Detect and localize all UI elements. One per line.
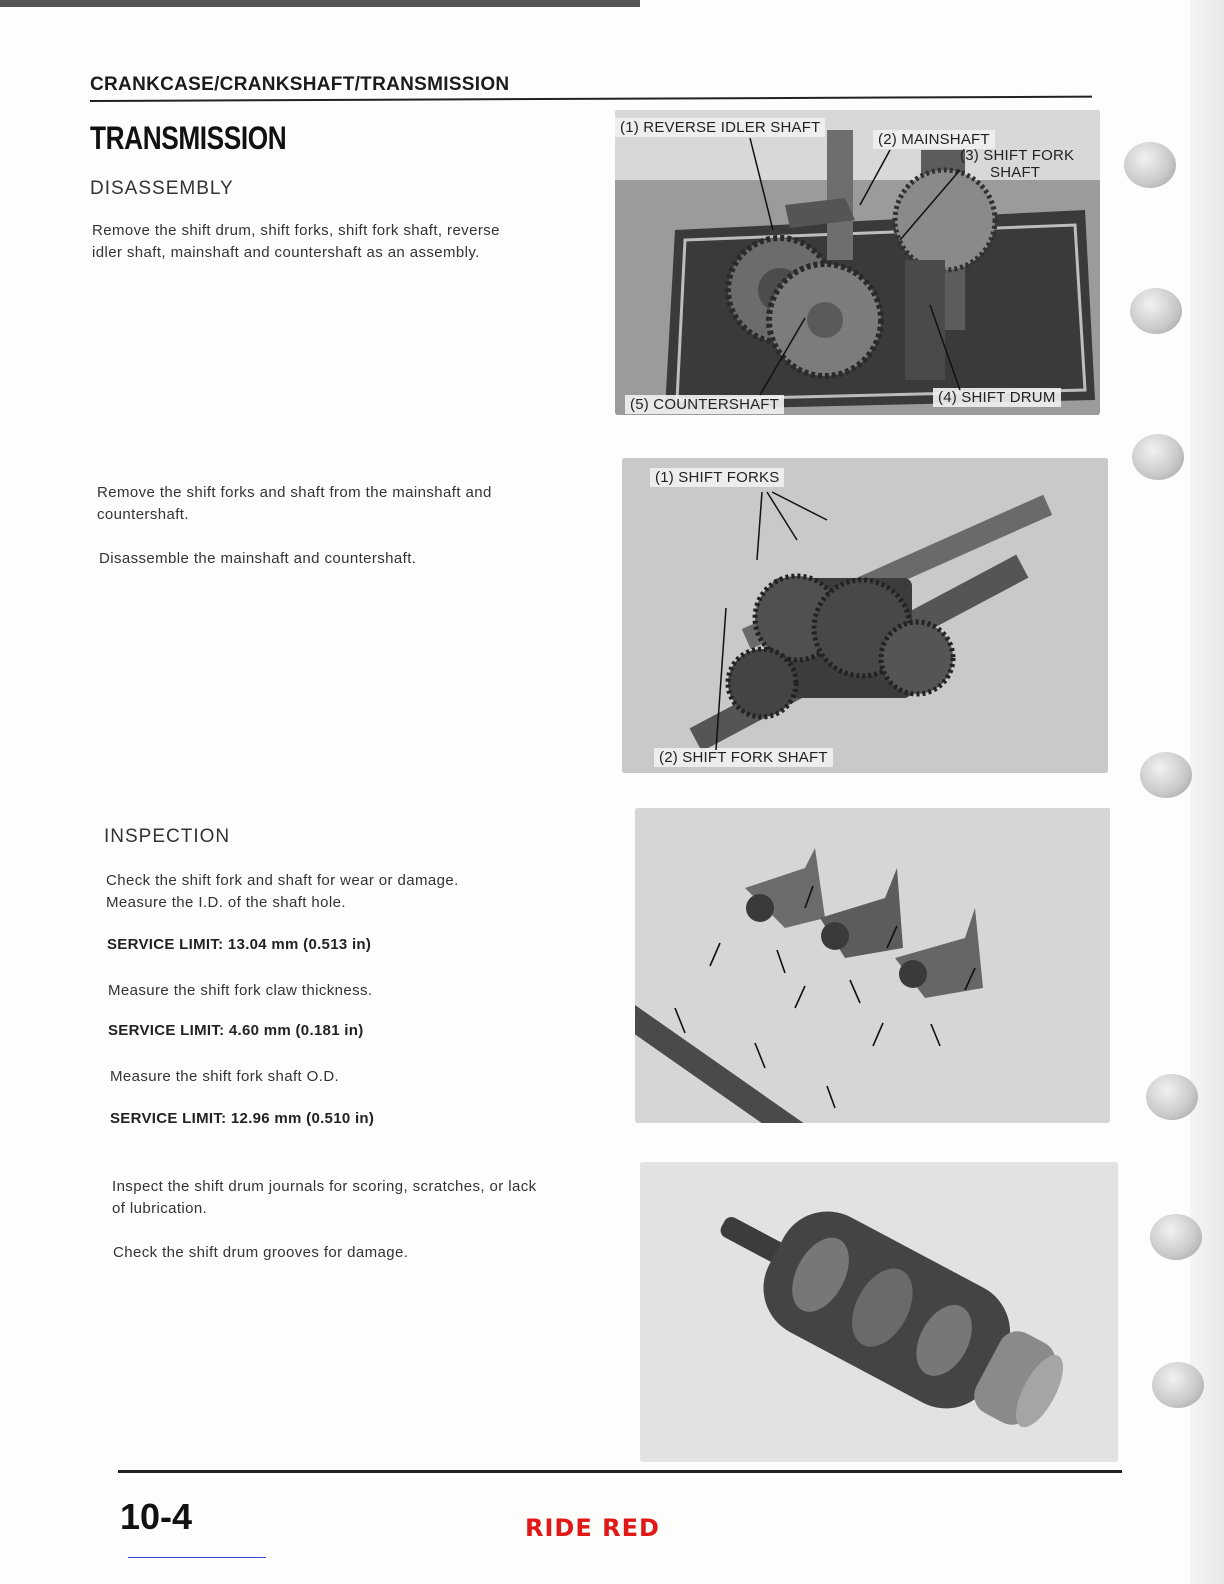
disassembly-paragraph-3: Disassemble the mainshaft and countershaft.: [99, 550, 417, 567]
binder-hole: [1124, 142, 1176, 188]
callout-countershaft: (5) COUNTERSHAFT: [625, 395, 784, 414]
shift-drum-photo: [640, 1162, 1118, 1462]
top-edge-rule: [0, 0, 640, 7]
inspection-text-3: Measure the shift fork shaft O.D.: [110, 1068, 340, 1085]
shift-forks-photo: [622, 458, 1108, 773]
page-number: 10-4: [120, 1496, 193, 1537]
callout-shift-forks: (1) SHIFT FORKS: [650, 468, 784, 487]
callout-shift-fork-shaft-2: (2) SHIFT FORK SHAFT: [654, 748, 833, 767]
measurement-arrows: [635, 808, 1110, 1123]
shift-drum-inspection-text: Inspect the shift drum journals for scoring, scratches, or lack of lubrication.: [112, 1178, 537, 1217]
service-limit-shaft-od: SERVICE LIMIT: 12.96 mm (0.510 in): [110, 1110, 375, 1127]
page-edge-margin: [1190, 0, 1224, 1584]
binder-hole: [1152, 1362, 1204, 1408]
callout-shift-fork-shaft: (3) SHIFT FORK SHAFT: [960, 147, 1075, 181]
callout-shift-drum: (4) SHIFT DRUM: [933, 388, 1061, 407]
footer-underline: [128, 1557, 266, 1558]
header-rule: [90, 96, 1092, 102]
binder-hole: [1130, 288, 1182, 334]
disassembly-paragraph-1: Remove the shift drum, shift forks, shift fork shaft, reverse idler shaft, mainshaft and countershaft as an assembly.: [92, 222, 500, 261]
figure1-leader-lines: [615, 110, 1100, 415]
brand-logo: RIDE RED: [525, 1514, 660, 1542]
inspection-text-2: Measure the shift fork claw thickness.: [108, 982, 373, 999]
figure2-leader-lines: [622, 458, 1108, 773]
transmission-assembly-photo: [615, 110, 1100, 415]
section-header: CRANKCASE/CRANKSHAFT/TRANSMISSION: [90, 74, 510, 95]
inspection-text-1: Check the shift fork and shaft for wear or damage. Measure the I.D. of the shaft hole.: [106, 872, 459, 911]
service-limit-shaft-hole: SERVICE LIMIT: 13.04 mm (0.513 in): [107, 936, 372, 953]
binder-hole: [1150, 1214, 1202, 1260]
disassembly-heading: DISASSEMBLY: [90, 178, 234, 199]
shift-drum-groove-text: Check the shift drum grooves for damage.: [113, 1244, 409, 1261]
callout-mainshaft: (2) MAINSHAFT: [873, 130, 995, 149]
service-limit-claw: SERVICE LIMIT: 4.60 mm (0.181 in): [108, 1022, 364, 1039]
inspection-heading: INSPECTION: [104, 826, 231, 847]
callout-reverse-idler-shaft: (1) REVERSE IDLER SHAFT: [615, 118, 825, 137]
page-title: TRANSMISSION: [90, 120, 287, 156]
binder-hole: [1146, 1074, 1198, 1120]
binder-hole: [1140, 752, 1192, 798]
fork-measurement-photo: [635, 808, 1110, 1123]
binder-hole: [1132, 434, 1184, 480]
shift-drum-illustration: [640, 1162, 1118, 1462]
disassembly-paragraph-2: Remove the shift forks and shaft from the mainshaft and countershaft.: [97, 484, 492, 523]
footer-rule: [118, 1470, 1122, 1473]
